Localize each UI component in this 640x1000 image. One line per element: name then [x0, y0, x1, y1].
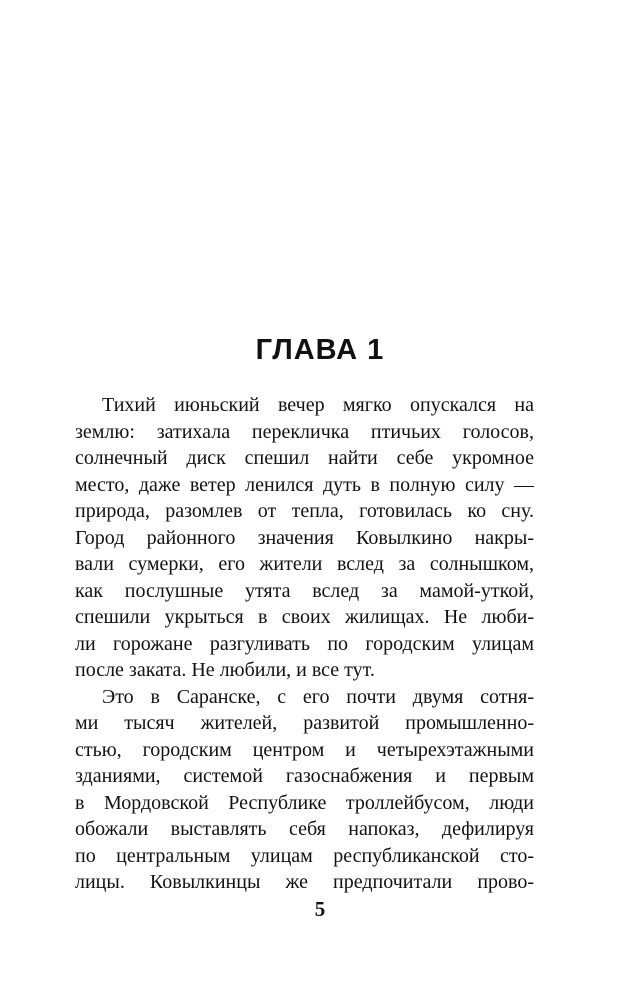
text-line: Это в Саранске, с его почти двумя сотня- [102, 685, 534, 708]
text-line: ми тысяч жителей, развитой промышленно- [75, 712, 534, 734]
body-text [75, 392, 534, 896]
text-line: вали сумерки, его жители вслед за солнышком, [75, 553, 534, 575]
text-line: стью, городским центром и четырехэтажными [75, 738, 534, 761]
text-line: природа, разомлев от тепла, готовилась ко сну. [75, 500, 534, 522]
text-line: ли горожане разгуливать по городским улицам [75, 632, 534, 655]
text-line: спешили укрыться в своих жилищах. Не люби- [75, 606, 534, 628]
text-line: солнечный диск спешил найти себе укромное [75, 447, 534, 469]
chapter-title: ГЛАВА 1 [255, 334, 385, 366]
text-line: место, даже ветер ленился дуть в полную силу — [75, 473, 534, 496]
text-line: зданиями, системой газоснабжения и первым [75, 765, 534, 787]
text-line: как послушные утята вслед за мамой-уткой, [75, 579, 534, 602]
text-line: землю: затихала перекличка птичьих голосов, [75, 420, 534, 443]
text-line: по центральным улицам республиканской сто- [75, 844, 534, 867]
text-line: обожали выставлять себя напоказ, дефилируя [75, 818, 534, 840]
text-line: в Мордовской Республике троллейбусом, люди [75, 791, 534, 814]
text-line: после заката. Не любили, и все тут. [75, 659, 375, 681]
page-number: 5 [314, 897, 326, 921]
text-line: Город районного значения Ковылкино накры- [75, 526, 534, 549]
text-line: Тихий июньский вечер мягко опускался на [102, 394, 534, 416]
text-line: лицы. Ковылкинцы же предпочитали прово- [75, 871, 534, 893]
